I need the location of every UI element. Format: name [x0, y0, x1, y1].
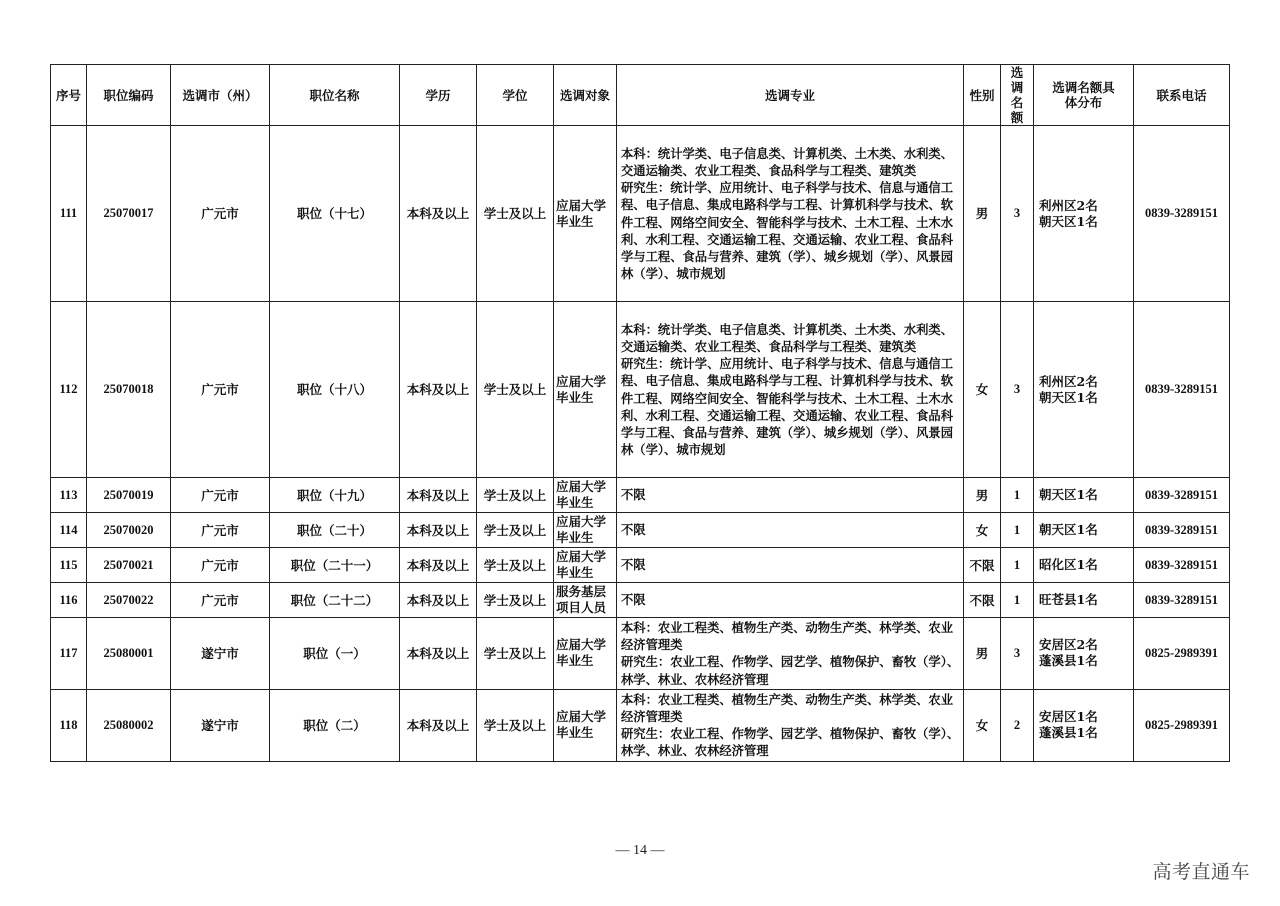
cell-education: 本科及以上	[400, 583, 477, 618]
cell-phone: 0839-3289151	[1134, 548, 1230, 583]
header-seq: 序号	[51, 65, 87, 126]
cell-degree: 学士及以上	[477, 126, 554, 302]
cell-quota: 1	[1001, 583, 1034, 618]
cell-city: 广元市	[171, 478, 270, 513]
positions-table	[50, 64, 1230, 762]
cell-phone: 0825-2989391	[1134, 689, 1230, 761]
cell-title: 职位（十九）	[270, 478, 400, 513]
cell-title: 职位（二十）	[270, 513, 400, 548]
cell-gender: 女	[964, 302, 1001, 478]
cell-title: 职位（十七）	[270, 126, 400, 302]
cell-gender: 女	[964, 689, 1001, 761]
cell-quota: 2	[1001, 689, 1034, 761]
cell-phone: 0839-3289151	[1134, 583, 1230, 618]
cell-gender: 男	[964, 618, 1001, 690]
cell-title: 职位（二十一）	[270, 548, 400, 583]
cell-target: 服务基层项目人员	[554, 583, 617, 618]
cell-distribution: 利州区2名 朝天区1名	[1034, 126, 1134, 302]
cell-major: 不限	[617, 548, 964, 583]
cell-code: 25070019	[87, 478, 171, 513]
cell-distribution: 安居区1名 蓬溪县1名	[1034, 689, 1134, 761]
cell-major: 本科：农业工程类、植物生产类、动物生产类、林学类、农业经济管理类 研究生：农业工程、作物学、园艺学、植物保护、畜牧（学）、林学、林业、农林经济管理	[617, 689, 964, 761]
cell-degree: 学士及以上	[477, 478, 554, 513]
watermark-logo-text: 高考直通车	[1152, 861, 1250, 883]
cell-city: 广元市	[171, 302, 270, 478]
cell-code: 25070018	[87, 302, 171, 478]
cell-code: 25080002	[87, 689, 171, 761]
cell-phone: 0825-2989391	[1134, 618, 1230, 690]
cell-target: 应届大学毕业生	[554, 689, 617, 761]
cell-gender: 男	[964, 126, 1001, 302]
table-header	[51, 65, 1230, 126]
cell-major: 本科：农业工程类、植物生产类、动物生产类、林学类、农业经济管理类 研究生：农业工程、作物学、园艺学、植物保护、畜牧（学）、林学、林业、农林经济管理	[617, 618, 964, 690]
table-body	[51, 126, 1230, 762]
table-row	[51, 513, 1230, 548]
header-code: 职位编码	[87, 65, 171, 126]
cell-target: 应届大学毕业生	[554, 618, 617, 690]
table-row	[51, 689, 1230, 761]
header-title: 职位名称	[270, 65, 400, 126]
cell-gender: 不限	[964, 583, 1001, 618]
cell-distribution: 朝天区1名	[1034, 478, 1134, 513]
cell-target: 应届大学毕业生	[554, 126, 617, 302]
cell-seq: 112	[51, 302, 87, 478]
cell-education: 本科及以上	[400, 618, 477, 690]
table-row	[51, 126, 1230, 302]
cell-quota: 1	[1001, 478, 1034, 513]
page-number: — 14 —	[615, 843, 665, 858]
table-row	[51, 583, 1230, 618]
cell-degree: 学士及以上	[477, 302, 554, 478]
cell-target: 应届大学毕业生	[554, 302, 617, 478]
cell-city: 广元市	[171, 513, 270, 548]
cell-phone: 0839-3289151	[1134, 126, 1230, 302]
cell-code: 25080001	[87, 618, 171, 690]
cell-quota: 3	[1001, 302, 1034, 478]
cell-code: 25070020	[87, 513, 171, 548]
header-major: 选调专业	[617, 65, 964, 126]
cell-quota: 1	[1001, 548, 1034, 583]
cell-target: 应届大学毕业生	[554, 478, 617, 513]
cell-code: 25070021	[87, 548, 171, 583]
cell-distribution: 旺苍县1名	[1034, 583, 1134, 618]
cell-gender: 女	[964, 513, 1001, 548]
cell-major: 不限	[617, 478, 964, 513]
cell-distribution: 朝天区1名	[1034, 513, 1134, 548]
cell-title: 职位（一）	[270, 618, 400, 690]
cell-city: 广元市	[171, 548, 270, 583]
cell-seq: 113	[51, 478, 87, 513]
table-row	[51, 478, 1230, 513]
cell-city: 广元市	[171, 126, 270, 302]
table-row	[51, 548, 1230, 583]
cell-code: 25070017	[87, 126, 171, 302]
cell-major: 本科：统计学类、电子信息类、计算机类、土木类、水利类、交通运输类、农业工程类、食品科学与工程类、建筑类 研究生：统计学、应用统计、电子科学与技术、信息与通信工程、电子信息、集成电路科学与工程、计算机科学与技术、软件工程、网络空间安全、智能科学与技术、土木工程、土木水利、水利工程、交通运输工程、交通运输、农业工程、食品科学与工程、食品与营养、建筑（学）、城乡规划（学）、风景园林（学）、城市规划	[617, 302, 964, 478]
cell-degree: 学士及以上	[477, 618, 554, 690]
cell-quota: 3	[1001, 126, 1034, 302]
cell-degree: 学士及以上	[477, 548, 554, 583]
cell-education: 本科及以上	[400, 548, 477, 583]
header-gender: 性别	[964, 65, 1001, 126]
cell-distribution: 昭化区1名	[1034, 548, 1134, 583]
cell-degree: 学士及以上	[477, 513, 554, 548]
header-target: 选调对象	[554, 65, 617, 126]
cell-education: 本科及以上	[400, 302, 477, 478]
header-distribution: 选调名额具体分布	[1034, 65, 1134, 126]
cell-seq: 118	[51, 689, 87, 761]
cell-quota: 3	[1001, 618, 1034, 690]
cell-seq: 111	[51, 126, 87, 302]
cell-title: 职位（十八）	[270, 302, 400, 478]
cell-quota: 1	[1001, 513, 1034, 548]
cell-gender: 不限	[964, 548, 1001, 583]
cell-phone: 0839-3289151	[1134, 478, 1230, 513]
cell-phone: 0839-3289151	[1134, 302, 1230, 478]
header-quota: 选调名额	[1001, 65, 1034, 126]
cell-title: 职位（二十二）	[270, 583, 400, 618]
cell-major: 本科：统计学类、电子信息类、计算机类、土木类、水利类、交通运输类、农业工程类、食品科学与工程类、建筑类 研究生：统计学、应用统计、电子科学与技术、信息与通信工程、电子信息、集成电路科学与工程、计算机科学与技术、软件工程、网络空间安全、智能科学与技术、土木工程、土木水利、水利工程、交通运输工程、交通运输、农业工程、食品科学与工程、食品与营养、建筑（学）、城乡规划（学）、风景园林（学）、城市规划	[617, 126, 964, 302]
cell-education: 本科及以上	[400, 126, 477, 302]
table-row	[51, 302, 1230, 478]
header-education: 学历	[400, 65, 477, 126]
header-city: 选调市（州）	[171, 65, 270, 126]
cell-title: 职位（二）	[270, 689, 400, 761]
header-phone: 联系电话	[1134, 65, 1230, 126]
cell-seq: 116	[51, 583, 87, 618]
cell-phone: 0839-3289151	[1134, 513, 1230, 548]
cell-city: 广元市	[171, 583, 270, 618]
table-row	[51, 618, 1230, 690]
cell-education: 本科及以上	[400, 478, 477, 513]
cell-target: 应届大学毕业生	[554, 548, 617, 583]
cell-education: 本科及以上	[400, 689, 477, 761]
cell-education: 本科及以上	[400, 513, 477, 548]
cell-degree: 学士及以上	[477, 689, 554, 761]
cell-city: 遂宁市	[171, 689, 270, 761]
cell-code: 25070022	[87, 583, 171, 618]
cell-seq: 117	[51, 618, 87, 690]
cell-distribution: 利州区2名 朝天区1名	[1034, 302, 1134, 478]
cell-major: 不限	[617, 583, 964, 618]
cell-gender: 男	[964, 478, 1001, 513]
cell-city: 遂宁市	[171, 618, 270, 690]
cell-target: 应届大学毕业生	[554, 513, 617, 548]
header-degree: 学位	[477, 65, 554, 126]
cell-degree: 学士及以上	[477, 583, 554, 618]
cell-seq: 114	[51, 513, 87, 548]
cell-major: 不限	[617, 513, 964, 548]
cell-seq: 115	[51, 548, 87, 583]
cell-distribution: 安居区2名 蓬溪县1名	[1034, 618, 1134, 690]
